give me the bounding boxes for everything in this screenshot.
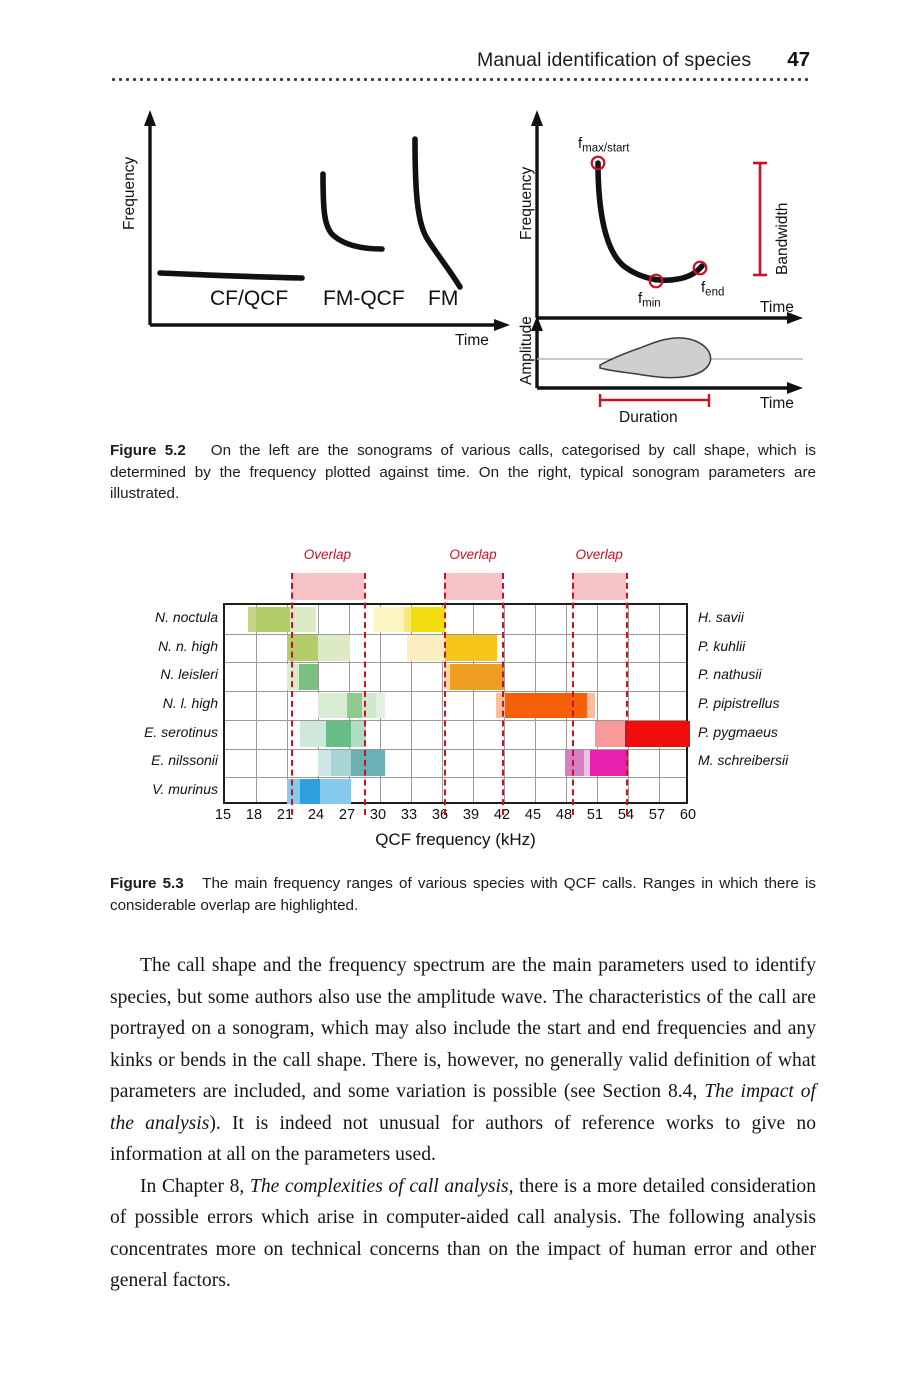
- overlap-label: Overlap: [303, 547, 351, 562]
- frequency-range-bar: [374, 607, 404, 633]
- species-label-left: N. l. high: [162, 695, 218, 712]
- species-label-left: N. noctula: [154, 609, 218, 625]
- frequency-range-bar: [287, 664, 299, 690]
- figure-5-3-caption-text: The main frequency ranges of various species with QCF calls. Ranges in which there is considerable overlap are highlighted.: [110, 875, 816, 914]
- body-text: [110, 950, 816, 1297]
- call-curve: [598, 163, 702, 280]
- fig52-right-xlabel-bottom: Time: [760, 395, 794, 412]
- frequency-range-bar: [300, 721, 326, 747]
- species-label-left: N. leisleri: [160, 666, 218, 683]
- paragraph-1-italic: The impact of the analysis: [110, 1081, 816, 1134]
- figure-5-2-caption-label: Figure 5.2: [110, 442, 186, 459]
- x-tick-label: 27: [338, 807, 356, 823]
- frequency-range-bar: [625, 721, 690, 747]
- frequency-range-bar: [287, 779, 300, 805]
- species-label-right: P. pygmaeus: [698, 723, 778, 740]
- species-label-left: E. nilssonii: [151, 752, 218, 769]
- frequency-range-bar: [404, 607, 411, 633]
- x-tick-label: 30: [369, 807, 387, 823]
- frequency-range-bar: [326, 721, 351, 747]
- overlap-band: [572, 573, 626, 600]
- figure-5-2-caption: [110, 440, 816, 505]
- species-label-right: M. schreibersii: [698, 752, 789, 769]
- figure-5-2-caption-text: On the left are the sonograms of various calls, categorised by call shape, which is determined by the frequency plotted against time. On the right, typical sonogram parameters are illustrated.: [110, 442, 816, 502]
- figure-5-2: [110, 100, 820, 425]
- frequency-range-bar: [318, 750, 331, 776]
- fig52-left-panel: [121, 110, 510, 349]
- overlap-boundary-line: [572, 573, 574, 815]
- fmqcf-trace: [323, 174, 382, 249]
- frequency-range-bar: [318, 693, 347, 719]
- paragraph-1: [110, 950, 816, 1171]
- overlap-label: Overlap: [449, 547, 497, 562]
- frequency-range-bar: [331, 750, 351, 776]
- chart-right-species-labels: [698, 603, 838, 775]
- figure-5-3: [110, 545, 820, 855]
- fig52-right-ylabel-frequency: Frequency: [518, 166, 535, 240]
- bandwidth-label: Bandwidth: [774, 202, 791, 275]
- x-tick-label: 24: [307, 807, 325, 823]
- fmax-label: $f_{max/start}$: [578, 135, 630, 155]
- overlap-band: [291, 573, 363, 600]
- figure-5-2-svg: [110, 100, 820, 425]
- fig52-right-xlabel-top: Time: [760, 299, 794, 316]
- species-label-left: E. serotinus: [144, 723, 218, 740]
- x-tick-label: 60: [679, 807, 697, 823]
- frequency-range-bar: [587, 693, 595, 719]
- frequency-range-bar: [411, 607, 445, 633]
- overlap-label: Overlap: [575, 547, 623, 562]
- species-label-right: P. nathusii: [698, 666, 762, 683]
- x-tick-label: 39: [462, 807, 480, 823]
- figure-5-3-caption-label: Figure 5.3: [110, 875, 184, 892]
- paragraph-2-italic: The complexities of call analysis: [249, 1175, 509, 1197]
- running-head: [110, 48, 810, 72]
- frequency-range-bar: [248, 607, 256, 633]
- frequency-range-bar: [347, 693, 363, 719]
- frequency-range-bar: [376, 693, 385, 719]
- page-number: 47: [787, 48, 810, 71]
- overlap-band: [444, 573, 502, 600]
- paragraph-1-part-b: ). It is indeed not unusual for authors of reference works to give no information at all on the parameters used.: [110, 1112, 817, 1165]
- frequency-range-bar: [505, 693, 587, 719]
- x-tick-label: 36: [431, 807, 449, 823]
- frequency-range-bar: [445, 635, 497, 661]
- frequency-range-bar: [320, 779, 351, 805]
- x-tick-label: 21: [276, 807, 294, 823]
- paragraph-1-part-a: The call shape and the frequency spectrum are the main parameters used to identify species, but some authors also use the amplitude wave. The characteristics of the call are portrayed on a sonogram, which may also include the start and end frequencies and any kinks or bends in the call shape. There is, however, no generally valid definition of what parameters are included, and some variation is possible (see Section 8.4,: [110, 955, 816, 1102]
- frequency-range-bar: [595, 721, 625, 747]
- x-tick-label: 42: [493, 807, 511, 823]
- species-label-left: N. n. high: [158, 637, 218, 654]
- frequency-range-bar: [318, 635, 350, 661]
- x-tick-label: 45: [524, 807, 542, 823]
- x-tick-label: 18: [245, 807, 263, 823]
- frequency-range-bar: [590, 750, 628, 776]
- species-label-left: V. murinus: [152, 781, 218, 798]
- fig52-right-ylabel-amplitude: Amplitude: [518, 316, 535, 385]
- fend-label: $f_{end}$: [701, 279, 725, 299]
- fm-trace: [415, 139, 460, 287]
- frequency-range-bar: [450, 664, 504, 690]
- duration-label: Duration: [619, 409, 678, 425]
- frequency-range-bar: [290, 607, 316, 633]
- header-dotted-rule: [110, 78, 810, 81]
- amplitude-waveform: [600, 338, 711, 378]
- grid-line-horizontal: [225, 691, 686, 692]
- qcf-frequency-chart: [110, 545, 820, 855]
- fig52-left-xlabel: Time: [455, 332, 489, 349]
- fmin-label: $f_{min}$: [638, 290, 661, 310]
- overlap-boundary-line: [364, 573, 366, 815]
- species-label-right: H. savii: [698, 609, 744, 625]
- label-fm: FM: [428, 287, 459, 310]
- cfqcf-trace: [160, 273, 302, 278]
- chart-x-axis-label: QCF frequency (kHz): [375, 830, 536, 849]
- x-tick-label: 51: [586, 807, 604, 823]
- overlap-boundary-line: [444, 573, 446, 815]
- frequency-range-bar: [407, 635, 445, 661]
- figure-5-3-caption: [110, 873, 816, 916]
- frequency-range-bar: [299, 664, 318, 690]
- frequency-range-bar: [256, 607, 290, 633]
- overlap-boundary-line: [626, 573, 628, 815]
- x-tick-label: 57: [648, 807, 666, 823]
- overlap-boundary-line: [291, 573, 293, 815]
- x-tick-label: 33: [400, 807, 418, 823]
- species-label-right: P. pipistrellus: [698, 695, 780, 712]
- frequency-range-bar: [300, 779, 320, 805]
- x-tick-label: 48: [555, 807, 573, 823]
- paragraph-2-part-b: , there is a more detailed consideration of possible errors which arise in computer-aided call analysis. The following analysis concentrates more on technical concerns than on the impact of human error and other general factors.: [110, 1175, 816, 1291]
- overlap-boundary-line: [502, 573, 504, 815]
- chart-left-species-labels: [110, 603, 218, 804]
- paragraph-2-part-a: In Chapter 8,: [140, 1175, 250, 1197]
- frequency-range-bar: [351, 750, 385, 776]
- x-tick-label: 54: [617, 807, 635, 823]
- species-label-right: P. kuhlii: [698, 637, 746, 654]
- fig52-left-ylabel: Frequency: [121, 156, 138, 230]
- paragraph-2: [110, 1171, 816, 1297]
- fig52-right-panel: [518, 110, 803, 425]
- x-tick-label: 15: [214, 807, 232, 823]
- running-head-title: Manual identification of species: [476, 49, 752, 71]
- label-fm-qcf: FM-QCF: [323, 287, 405, 310]
- label-cf-qcf: CF/QCF: [210, 287, 289, 310]
